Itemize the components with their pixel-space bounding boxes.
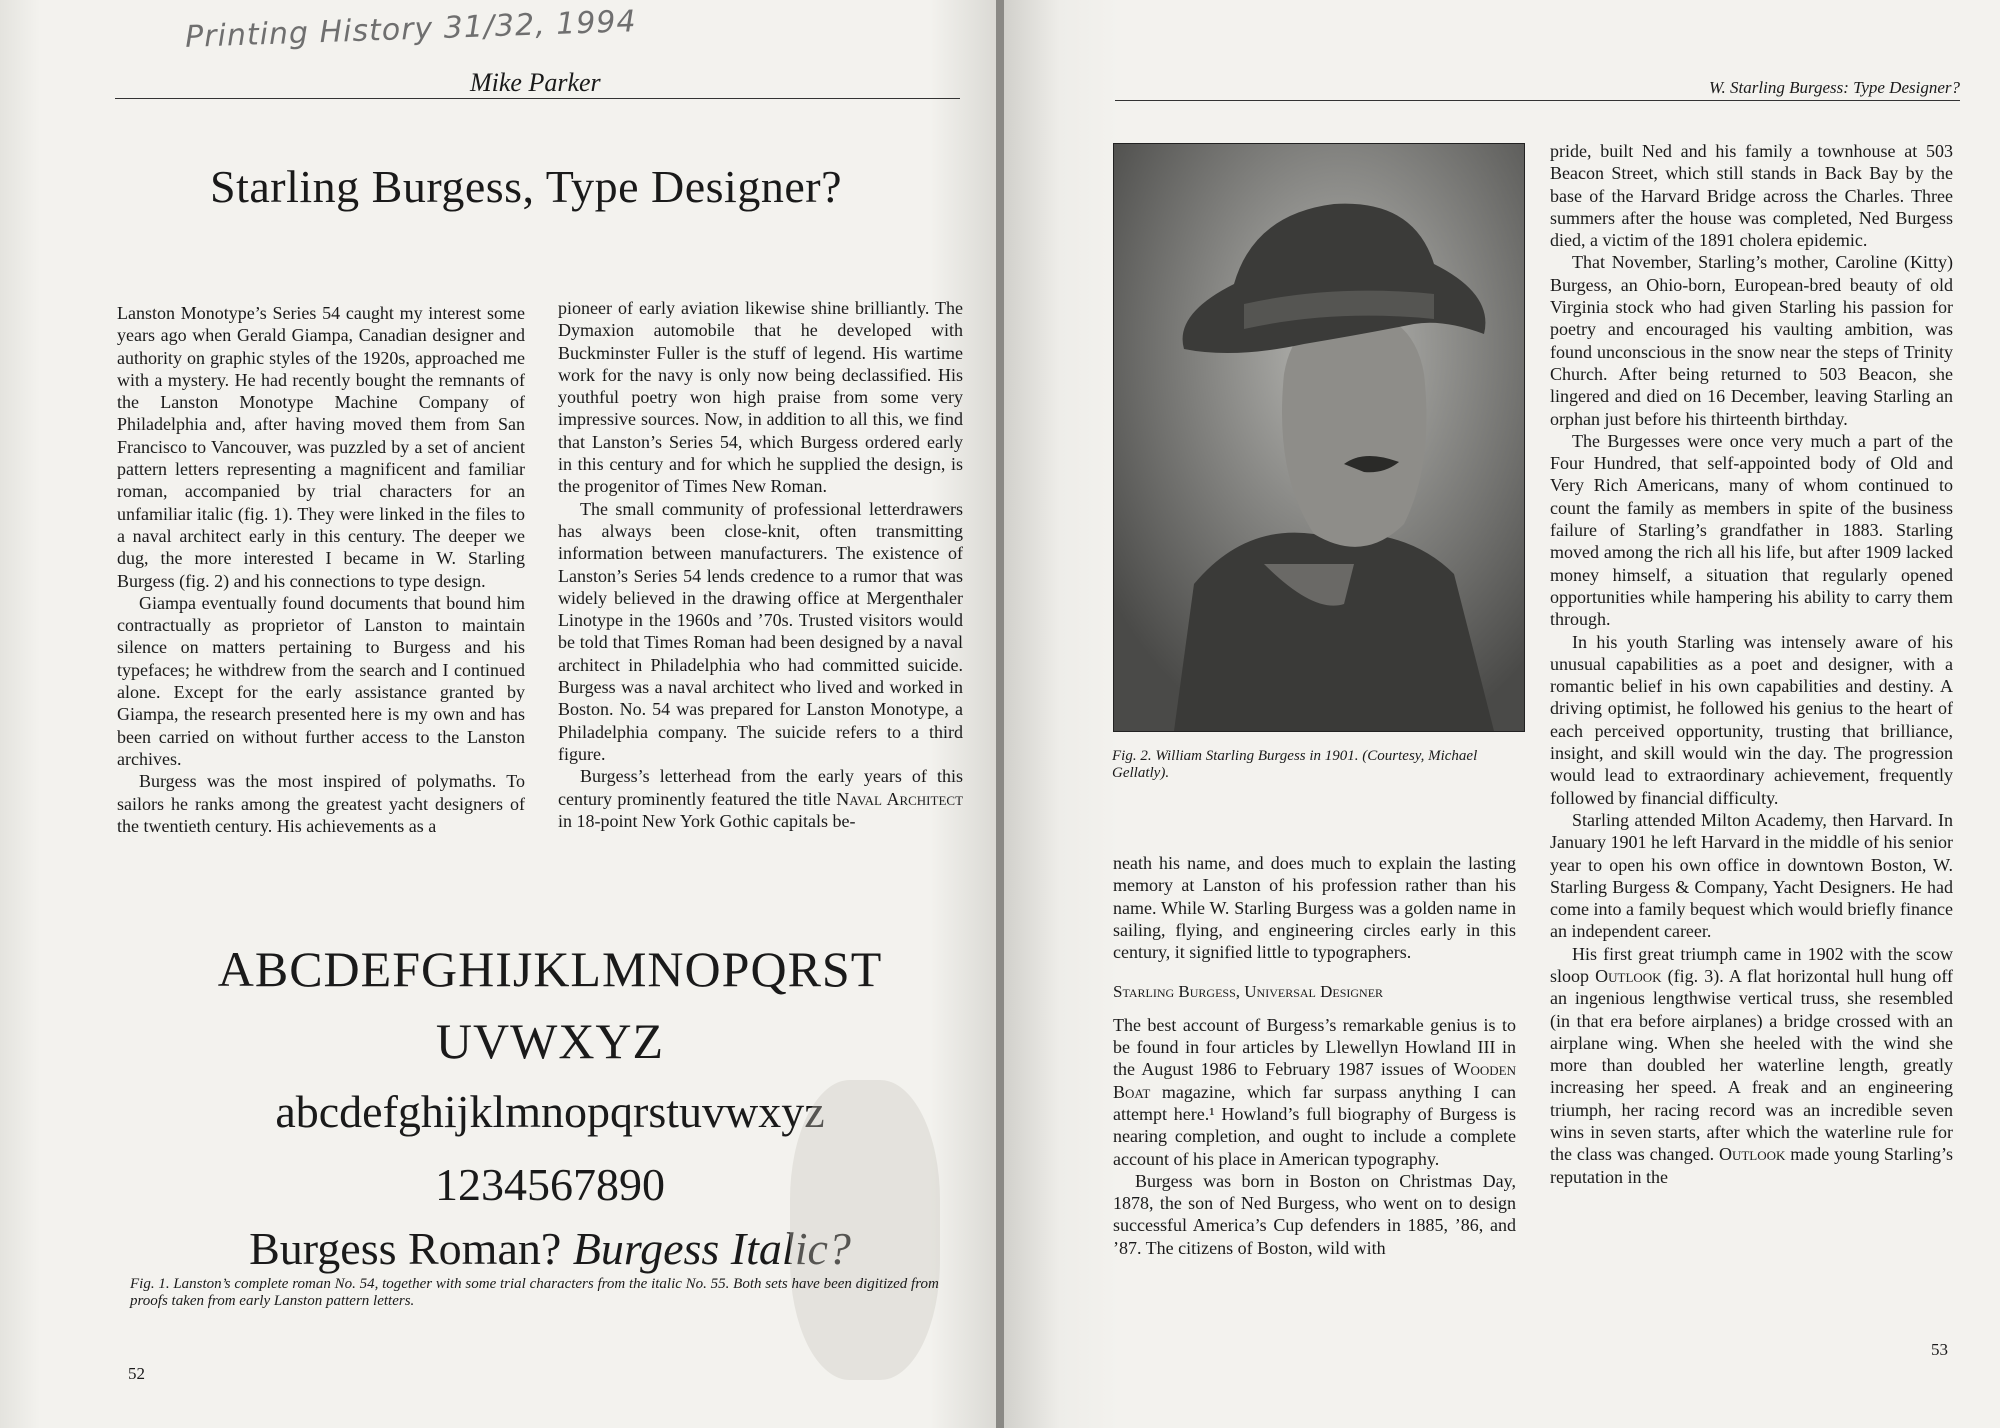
paragraph: Burgess was the most inspired of polymaths. To sailors he ranks among the greatest yacht designers of the twentieth century. His achievements as a: [117, 771, 525, 836]
italic-name: Burgess Italic?: [572, 1223, 851, 1274]
small-caps-text: Outlook: [1595, 965, 1662, 986]
text-run: magazine, which far surpass anything I can attempt here.¹ Howland’s full biography of Burgess is nearing completion, and ought to include a complete account of his place in American typography.: [1113, 1081, 1516, 1169]
paragraph: In his youth Starling was intensely aware of his unusual capabilities as a poet and designer, with a romantic belief in his own capabilities and destiny. A driving optimist, he followed his genius to the heart of each perceived opportunity, trusting that brilliance, insight, and skill would win the day. The progression would lead to extraordinary achievement, frequently followed by financial difficulty.: [1550, 631, 1953, 808]
book-gutter: [996, 0, 1004, 1428]
left-header-rule: [115, 98, 960, 99]
handwritten-note: Printing History 31/32, 1994: [184, 4, 638, 55]
text-run: Burgess’s letterhead from the early years of this century prominently featured the title: [558, 766, 963, 809]
text-run: (fig. 3). A flat horizontal hull hung off an ingenious lengthwise vertical truss, she resembled (in that era before airplanes) a bridge crossed with an airplane wing. When she heeled with the wind she more than doubled her waterline length, greatly increasing her speed. A freak and an engineering triumph, her racing record was an incredible seven wins in seven starts, after which the waterline rule for the class was changed.: [1550, 965, 1953, 1165]
small-caps-text: Wooden Boat: [1113, 1059, 1516, 1102]
paragraph: Starling attended Milton Academy, then Harvard. In January 1901 he left Harvard in the middle of his senior year to open his own office in downtown Boston, W. Starling Burgess & Company, Yacht Designers. He had come into a family bequest which would briefly finance an independent career.: [1550, 809, 1953, 942]
left-column-1: [117, 302, 525, 837]
small-caps-text: Naval Architect: [836, 788, 964, 809]
small-caps-text: Outlook: [1718, 1144, 1786, 1165]
paragraph: The Burgesses were once very much a part of the Four Hundred, that self-appointed body of Old and Very Rich Americans, many of whom continued to count the family as members in spite of the business failure of Starling’s grandfather in 1883. Starling moved among the rich all his life, but after 1909 lacked money himself, a situation that regularly opened opportunities while hampering his ability to carry them through.: [1550, 430, 1953, 630]
article-title: Starling Burgess, Type Designer?: [210, 161, 842, 212]
specimen-digits: 1234567890: [435, 1159, 665, 1210]
paragraph: neath his name, and does much to explain the lasting memory at Lanston of his profession rather than his name. While W. Starling Burgess was a golden name in sailing, flying, and engineering circles early in this century, it signified little to typographers.: [1113, 853, 1516, 963]
paragraph: pride, built Ned and his family a townhouse at 503 Beacon Street, which still stands in Back Bay by the base of the Harvard Bridge across the Charles. Three summers after the house was completed, Ned Burgess died, a victim of the 1891 cholera epidemic.: [1550, 141, 1953, 251]
right-header-rule: [1115, 100, 1960, 101]
text-run: in 18-point New York Gothic capitals be-: [558, 810, 856, 831]
specimen-uppercase-1: ABCDEFGHIJKLMNOPQRST: [217, 941, 883, 997]
left-running-head: Mike Parker: [470, 68, 601, 97]
text-run: His first great triumph came in 1902 with the scow sloop: [1550, 943, 1953, 986]
text-run: The best account of Burgess’s remarkable genius is to be found in four articles by Llewellyn Howland III in the August 1986 to February 1987 issues of: [1113, 1014, 1516, 1080]
paragraph: [558, 765, 963, 832]
text-run: made young Starling’s reputation in the: [1550, 1144, 1953, 1187]
figure-2-caption: Fig. 2. William Starling Burgess in 1901. (Courtesy, Michael Gellatly).: [1112, 748, 1478, 781]
right-column-2: [1550, 140, 1953, 1188]
right-column-1: [1113, 852, 1516, 1259]
paragraph: Giampa eventually found documents that bound him contractually as proprietor of Lanston to maintain silence on matters pertaining to Burgess and his typefaces; he withdrew from the search and I continued alone. Except for the early assistance granted by Giampa, the research presented here is my own and has been carried on without further access to the Lanston archives.: [117, 592, 525, 769]
paragraph: Burgess was born in Boston on Christmas Day, 1878, the son of Ned Burgess, who went on to design successful America’s Cup defenders in 1885, ’86, and ’87. The citizens of Boston, wild with: [1113, 1170, 1516, 1258]
portrait-photo: [1113, 143, 1525, 732]
page-number-right: 53: [1931, 1340, 1948, 1359]
specimen-uppercase-2: UVWXYZ: [435, 1013, 665, 1069]
paragraph: [1550, 943, 1953, 1188]
roman-name: Burgess Roman?: [249, 1223, 562, 1274]
figure-1-caption: Fig. 1. Lanston’s complete roman No. 54, together with some trial characters from the italic No. 55. Both sets have been digitized from proofs taken from early Lanston pattern letters.: [130, 1276, 939, 1309]
right-page: [1000, 0, 2000, 1428]
paper-stain: [790, 1080, 940, 1380]
paragraph: The small community of professional letterdrawers has always been close-knit, often transmitting information between manufacturers. The existence of Lanston’s Series 54 lends credence to a rumor that was widely believed in the drawing office at Mergenthaler Linotype in the 1960s and ’70s. Trusted visitors would be told that Times Roman had been designed by a naval architect in Philadelphia who had committed suicide. Burgess was a naval architect who lived and worked in Boston. No. 54 was prepared for Lanston Monotype, a Philadelphia company. The suicide refers to a third figure.: [558, 498, 963, 764]
paragraph: That November, Starling’s mother, Caroline (Kitty) Burgess, an Ohio-born, European-bred beauty of old Virginia stock who had given Starling his passion for poetry and encouraged his vaulting ambition, was found unconscious in the snow near the steps of Trinity Church. After being returned to 503 Beacon, she lingered and died on 16 December, leaving Starling an orphan just before his thirteenth birthday.: [1550, 252, 1953, 429]
portrait-illustration: [1114, 144, 1524, 731]
paragraph: pioneer of early aviation likewise shine brilliantly. The Dymaxion automobile that he developed with Buckminster Fuller is the stuff of legend. His wartime work for the navy is only now being declassified. His youthful poetry won high praise from some very impressive sources. Now, in addition to all this, we find that Lanston’s Series 54, which Burgess ordered early in this century and for which he supplied the design, is the progenitor of Times New Roman.: [558, 298, 963, 497]
specimen-lowercase: abcdefghijklmnopqrstuvwxyz: [275, 1086, 825, 1137]
left-column-2: [558, 297, 963, 832]
right-running-head: W. Starling Burgess: Type Designer?: [1708, 78, 1960, 97]
page-number-left: 52: [128, 1364, 145, 1383]
paragraph: [1113, 1014, 1516, 1170]
paragraph: Lanston Monotype’s Series 54 caught my interest some years ago when Gerald Giampa, Canadian designer and authority on graphic styles of the 1920s, approached me with a mystery. He had recently bought the remnants of the Lanston Monotype Machine Company of Philadelphia and, after having moved them from San Francisco to Vancouver, was puzzled by a set of ancient pattern letters representing a magnificent and familiar roman, accompanied by trial characters for an unfamiliar italic (fig. 1). They were linked in the files to a naval architect early in this century. The deeper we dug, the more interested I became in W. Starling Burgess (fig. 2) and his connections to type design.: [117, 303, 525, 591]
section-subhead: Starling Burgess, Universal Designer: [1113, 982, 1384, 1002]
